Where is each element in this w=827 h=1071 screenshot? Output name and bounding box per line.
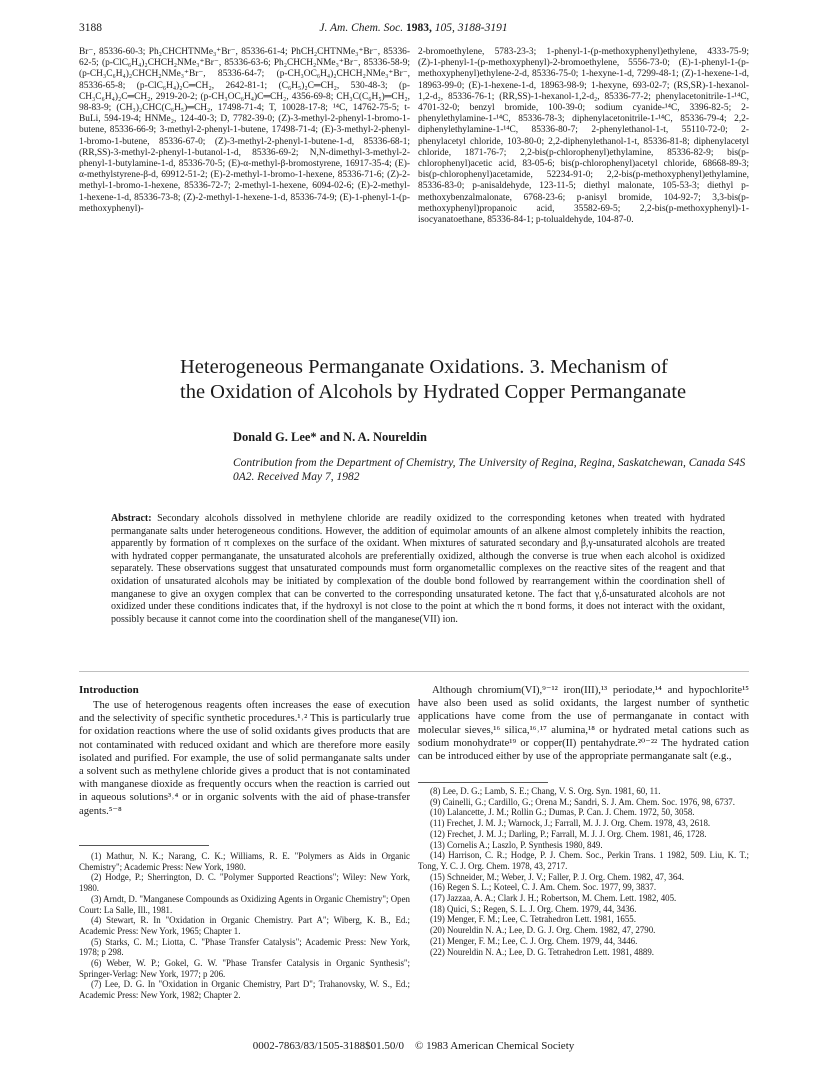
abstract-label: Abstract: [111,513,152,524]
abstract [111,513,725,653]
journal-name: J. Am. Chem. Soc. [319,22,404,34]
footnote: (14) Harrison, C. R.; Hodge, P. J. Chem. Soc., Perkin Trans. 1 1982, 509. Liu, K. T.; Tong, Y. C. J. Org. Chem. 1978, 43, 2717. [418,850,749,871]
article-affiliation: Contribution from the Department of Chemistry, The University of Regina, Regina, Saskatchewan, Canada S4S 0A2. Received May 7, 1982 [233,457,746,483]
article-authors: Donald G. Lee* and N. A. Noureldin [233,430,427,444]
footnote: (7) Lee, D. G. In "Oxidation in Organic Chemistry, Part D"; Trahanovsky, W. S., Ed.; Academic Press: New York, 1982; Chapter 2. [79,979,410,1001]
footnote-separator-left [79,845,209,846]
title-line-2: the Oxidation of Alcohols by Hydrated Copper Permanganate [180,381,687,403]
footnote: (4) Stewart, R. In "Oxidation in Organic Chemistry. Part A"; Wiberg, K. B., Ed.; Academic Press: New York, 1965; Chapter 1. [79,915,410,936]
footnote: (6) Weber, W. P.; Gokel, G. W. "Phase Transfer Catalysis in Organic Synthesis"; Springer-Verlag: New York, 1977; p 206. [79,958,410,979]
journal-pages: 3188-3191 [457,22,508,34]
footnote: (17) Jazzaa, A. A.; Clark J. H.; Robertson, M. Chem. Lett. 1982, 405. [430,893,677,904]
page-footer [79,1040,748,1052]
price-code: 0002-7863/83/1505-3188$01.50/0 [252,1040,404,1052]
footnote: (22) Noureldin N. A.; Lee, D. G. Tetrahedron Lett. 1981, 4889. [430,946,654,957]
running-header [79,22,748,38]
article-title [180,355,740,405]
footnote: (3) Arndt, D. "Manganese Compounds as Oxidizing Agents in Organic Chemistry"; Open Court: La Salle, Ill., 1981. [79,893,410,915]
introduction-heading: Introduction [79,684,139,696]
journal-year: 1983, [406,22,432,34]
footnote: (12) Frechet, J. M. J.; Darling, P.; Farrall, M. J. J. Org. Chem. 1981, 46, 1728. [430,828,707,839]
registry-numbers-right: 2-bromoethylene, 5783-23-3; 1-phenyl-1-(p-methoxyphenyl)ethylene, 4333-75-9; (Z)-1-phenyl-1-(p-methoxyphenyl)-2-bromoethylene, 5556-73-0; (E)-1-phenyl-1-(p-methoxyphenyl)ethylene-2-d, 85336-75-0; 1-hexyne-1-d, 7299-48-1; (Z)-1-hexene-1-d, 18963-99-0; (E)-1-hexene-1-d, 18963-98-9; 1-hexyne, 693-02-7; (RS,SR)-1-hexanol-1,2-d₂, 85336-76-1; (RR,SS)-1-hexanol-1,2-d₂, 85336-77-2; phenylacetonitrile-1-¹⁴C, 4701-32-0; benzyl bromide, 100-39-0; sodium cyanide-¹⁴C, 3396-82-5; 2-phenylethylamine-1-¹⁴C, 85336-78-3; diphenylacetonitrile-1-¹⁴C, 85336-79-4; 2,2-diphenylethylamine-1-¹⁴C, 85336-80-7; 2-phenylethanol-1-t, 55110-72-0; 2-phenylacetyl chloride, 103-80-0; 2,2-diphenylethanol-1-t, 85336-81-8; diphenylacetyl chloride, 1871-76-7; 2,2-bis(p-chlorophenyl)ethylamine, 85336-82-9; bis(p-chlorophenyl)acetic acid, 83-05-6; bis(p-chlorophenyl)acetyl chloride, 68668-89-3; bis(p-chlorophenyl)acetamide, 52234-91-0; 2,2-bis(p-methoxyphenyl)ethylamine, 85336-83-0; p-anisaldehyde, 123-11-5; diethyl malonate, 105-53-3; diethyl p-methoxybenzalmalonate, 6768-23-6; p-anisyl bromide, 104-92-7; 3,3-bis(p-methoxyphenyl)propanoic acid, 35582-69-5; 2,2-bis(p-methoxyphenyl)-1-isocyanatoethane, 85336-84-1; p-tolualdehyde, 104-87-0. [418,47,749,226]
page-number: 3188 [79,22,102,34]
introduction-paragraph-1: The use of heterogenous reagents often increases the ease of execution and the selectivity of specific synthetic procedures.¹˒² This is particularly true for oxidation reactions where the use of solid oxidants gives products that are not contaminated with reduced oxidant and which are therefore more easily isolated and purified. For example, the use of solid permanganate salts under a solvent such as methylene chloride gives a product that is not contaminated with manganese dioxide as frequently occurs when the reaction is carried out in aqueous solutions³˒⁴ or in organic solvents with the aid of phase-transfer agents.⁵⁻⁸ [79,700,410,817]
footnote: (20) Noureldin N. A.; Lee, D. G. J. Org. Chem. 1982, 47, 2790. [430,925,656,936]
abstract-text: Secondary alcohols dissolved in methylene chloride are readily oxidized to the corresponding ketones when treated with hydrated permanganate salts under heterogeneous conditions. However, the addition of equimolar amounts of an alkene almost completely inhibits the reaction, apparently by formation of π complexes on the surface of the oxidant. When mixtures of saturated secondary and β,γ-unsaturated alcohols are treated with hydrated copper permanganate, the unsaturated alcohols are preferentially oxidized, although the converse is true when each alcohol is oxidized separately. These observations suggest that unsaturated compounds must form organometallic complexes on the reactive sites of the reagent and that oxidation of unsaturated alcohols may be initiated by complexation of the double bond followed by rearrangement within the coordination shell of manganese to give an oxygen complex that can be converted to the corresponding unsaturated ketone. The fact that γ,δ-unsaturated alcohols are not oxidized under these conditions indicates that, if the hydroxyl is not close to the point at which the π bond forms, it does not interact with the oxidant, possibly because it cannot come into the coordination shell of the manganese(VII) ion. [111,513,725,625]
footnote: (15) Schneider, M.; Weber, J. V.; Faller, P. J. Org. Chem. 1982, 47, 364. [430,871,684,882]
registry-numbers-left: Br⁻, 85336-60-3; Ph₂CHCHTNMe₃⁺Br⁻, 85336-61-4; PhCH₂CHTNMe₃⁺Br⁻, 85336-62-5; (p-ClC₆H₄)₂CHCH₂NMe₃⁺Br⁻, 85336-63-6; Ph₂CHCH₂NMe₃⁺Br⁻, 85336-58-9; (p-CH₃C₆H₄)₂CHCH₂NMe₃⁺Br⁻, 85336-64-7; (p-CH₃OC₆H₄)₂CHCH₂NMe₃⁺Br⁻, 85336-65-8; (p-ClC₆H₄)₂C═CH₂, 2642-81-1; (C₆H₅)₂C═CH₂, 530-48-3; (p-CH₃C₆H₄)₂C═CH₂, 2919-20-2; (p-CH₃OC₆H₄)C═CH₂, 4356-69-8; CH₃C(C₆H₅)═CH₂, 98-83-9; (CH₃)₂CHC(C₆H₅)═CH₂, 17498-71-4; T, 10028-17-8; ¹⁴C, 14762-75-5; t-BuLi, 594-19-4; HNMe₂, 124-40-3; D, 7782-39-0; (Z)-3-methyl-2-phenyl-1-bromo-1-butene, 85336-66-9; 3-methyl-2-phenyl-1-butene, 17498-71-4; (E)-3-methyl-2-phenyl-1-bromo-1-butene, 85336-67-0; (Z)-3-methyl-2-phenyl-1-butene-1-d, 85336-68-1; (RR,SS)-3-methyl-2-phenyl-1-butanol-1-d, 85336-69-2; N,N-dimethyl-3-methyl-2-phenyl-1-butylamine-1-d, 85336-70-5; (E)-α-methyl-β-bromostyrene, 16917-35-4; (E)-α-methylstyrene-β-d, 69912-51-2; (E)-2-methyl-1-bromo-1-hexene, 85336-71-6; (Z)-2-methyl-1-bromo-1-hexene, 85336-72-7; 2-methyl-1-hexene, 6094-02-6; (E)-2-methyl-1-hexene-1-d, 85336-73-8; (Z)-2-methyl-1-hexene-1-d, 85336-74-9; (E)-1-phenyl-1-(p-methoxyphenyl)- [79,47,410,214]
footnote: (13) Cornelis A.; Laszlo, P. Synthesis 1980, 849. [430,839,603,850]
footnote: (18) Quici, S.; Regen, S. L. J. Org. Chem. 1979, 44, 3436. [430,903,637,914]
footnote: (21) Menger, F. M.; Lee, C. J. Org. Chem. 1979, 44, 3446. [430,935,638,946]
footnote: (2) Hodge, P.; Sherrington, D. C. "Polymer Supported Reactions"; Wiley: New York, 1980. [79,872,410,894]
copyright-notice: © 1983 American Chemical Society [414,1040,575,1052]
footnote: (1) Mathur, N. K.; Narang, C. K.; Williams, R. E. "Polymers as Aids in Organic Chemistry"; Academic Press: New York, 1980. [79,851,410,872]
footnote: (9) Cainelli, G.; Cardillo, G.; Orena M.; Sandri, S. J. Am. Chem. Soc. 1976, 98, 6737. [430,796,735,807]
section-divider [79,671,749,672]
footnote-separator-right [418,782,548,783]
footnotes-right [418,786,749,1032]
journal-volume: 105, [434,22,455,34]
footnote: (19) Menger, F. M.; Lee, C. Tetrahedron Lett. 1981, 1655. [430,914,636,925]
footnotes-left [79,851,410,1031]
footnote: (11) Frechet, J. M. J.; Warnock, J.; Farrall, M. J. J. Org. Chem. 1978, 43, 2618. [430,818,711,829]
footnote: (5) Starks, C. M.; Liotta, C. "Phase Transfer Catalysis"; Academic Press: New York, 1978; p 298. [79,936,410,958]
title-line-1: Heterogeneous Permanganate Oxidations. 3. Mechanism of [180,356,668,378]
introduction-paragraph-2: Although chromium(VI),⁹⁻¹² iron(III),¹³ periodate,¹⁴ and hypochlorite¹⁵ have also been used as solid oxidants, the largest number of synthetic applications have come from the use of permanganate in contact with molecular sieves,¹⁶ silica,¹⁶˒¹⁷ alumina,¹⁸ or hydrated metal cations such as sodium monohydrate¹⁹ or copper(II) pentahydrate.²⁰⁻²² The hydrated cation can be introduced either by use of the appropriate permanganate salt (e.g., [418,685,749,763]
journal-citation [79,22,748,34]
footnote: (8) Lee, D. G.; Lamb, S. E.; Chang, V. S. Org. Syn. 1981, 60, 11. [430,786,661,796]
footnote: (10) Lalancette, J. M.; Rollin G.; Dumas, P. Can. J. Chem. 1972, 50, 3058. [430,807,695,818]
footnote: (16) Regen S. L.; Koteel, C. J. Am. Chem. Soc. 1977, 99, 3837. [430,882,657,893]
